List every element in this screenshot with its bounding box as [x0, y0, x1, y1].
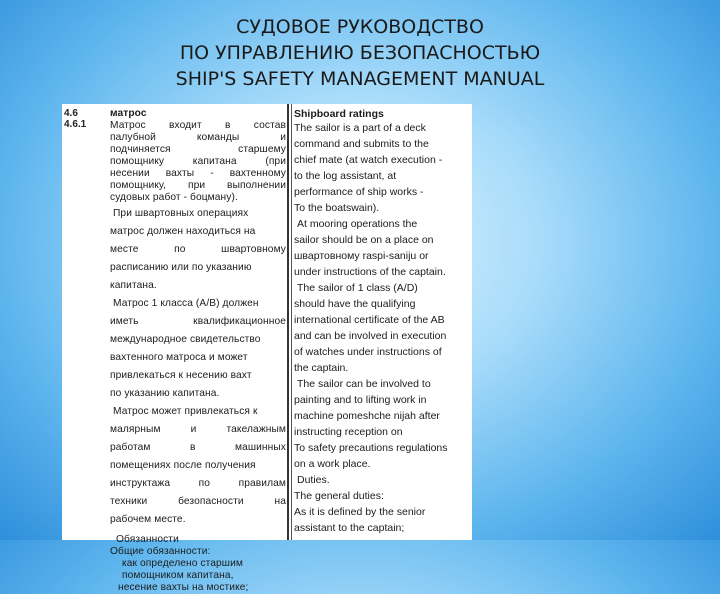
column-divider	[287, 104, 289, 540]
section-numbers	[64, 108, 86, 130]
russian-text-line: вахтенного матроса и может	[110, 352, 248, 363]
russian-text-line: помощником капитана,	[122, 570, 234, 581]
english-text-line: As it is defined by the senior	[294, 506, 426, 518]
english-text-line: sailor should be on a place on	[294, 234, 434, 246]
english-text-line: The sailor can be involved to	[297, 378, 431, 390]
english-text-line: international certificate of the AB	[294, 314, 445, 326]
english-text-line: on a work place.	[294, 458, 371, 470]
english-text-line: швартовному raspi-saniju or	[294, 250, 429, 262]
english-text-line: The sailor of 1 class (A/D)	[297, 282, 418, 294]
english-column	[294, 108, 470, 536]
english-text-line: performance of ship works -	[294, 186, 424, 198]
russian-text-line: капитана.	[110, 280, 157, 291]
russian-text-line: инструктажа по правилам	[110, 478, 286, 489]
title-line-1: СУДОВОЕ РУКОВОДСТВО	[236, 16, 484, 38]
english-text-line: the captain.	[294, 362, 349, 374]
russian-text-line: палубной команды и	[110, 132, 286, 143]
russian-text-line: Матрос 1 класса (А/В) должен	[113, 298, 259, 309]
english-text-line: to the log assistant, at	[294, 170, 397, 182]
section-number: 4.6.1	[64, 119, 87, 130]
russian-text-line: подчиняется старшему	[110, 144, 286, 155]
slide-title	[0, 14, 720, 92]
russian-text-line: судовых работ - боцману).	[110, 192, 238, 203]
english-text-line: instructing reception on	[294, 426, 403, 438]
russian-text-line: Обязанности	[116, 534, 179, 545]
russian-text-line: помощнику капитана (при	[110, 156, 286, 167]
russian-text-line: рабочем месте.	[110, 514, 186, 525]
english-text-line: To safety precautions regulations	[294, 442, 448, 454]
english-text-line: should have the qualifying	[294, 298, 416, 310]
english-text-line: Shipboard ratings	[294, 108, 384, 120]
english-text-line: painting and to lifting work in	[294, 394, 427, 406]
russian-text-line: международное свидетельство	[110, 334, 261, 345]
russian-text-line: несении вахты - вахтенному	[110, 168, 286, 179]
english-text-line: of watches under instructions of	[294, 346, 442, 358]
english-text-line: under instructions of the captain.	[294, 266, 446, 278]
russian-text-line: расписанию или по указанию	[110, 262, 252, 273]
russian-text-line: несение вахты на мостике;	[118, 582, 249, 593]
scanned-document	[62, 104, 472, 593]
russian-column	[110, 108, 286, 594]
title-line-2: ПО УПРАВЛЕНИЮ БЕЗОПАСНОСТЬЮ	[179, 42, 541, 64]
russian-text-line: Матрос может привлекаться к	[113, 406, 258, 417]
russian-text-line: техники безопасности на	[110, 496, 286, 507]
title-line-3: SHIP'S SAFETY MANAGEMENT MANUAL	[175, 68, 545, 90]
russian-text-line: Общие обязанности:	[110, 546, 211, 557]
english-text-line: assistant to the captain;	[294, 522, 405, 534]
english-text-line: command and submits to the	[294, 138, 429, 150]
english-text-line: At mooring operations the	[297, 218, 418, 230]
russian-text-line: по указанию капитана.	[110, 388, 220, 399]
english-text-line: chief mate (at watch execution -	[294, 154, 443, 166]
english-text-line: and can be involved in execution	[294, 330, 447, 342]
russian-text-line: как определено старшим	[122, 558, 243, 569]
russian-text-line: помещениях после получения	[110, 460, 256, 471]
russian-text-line: матрос должен находиться на	[110, 226, 256, 237]
russian-text-line: помощнику, при выполнении	[110, 180, 286, 191]
russian-text-line: иметь квалификационное	[110, 316, 286, 327]
russian-text-line: месте по швартовному	[110, 244, 286, 255]
section-number: 4.6	[64, 108, 78, 119]
russian-text-line: Матрос входит в состав	[110, 120, 286, 131]
russian-text-line: привлекаться к несению вахт	[110, 370, 252, 381]
russian-text-line: малярным и такелажным	[110, 424, 286, 435]
russian-text-line: матрос	[110, 108, 147, 119]
english-text-line: To the boatswain).	[294, 202, 380, 214]
english-text-line: The sailor is a part of a deck	[294, 122, 426, 134]
column-divider	[291, 104, 292, 540]
english-text-line: Duties.	[297, 474, 330, 486]
russian-text-line: При швартовных операциях	[113, 208, 249, 219]
english-text-line: The general duties:	[294, 490, 384, 502]
russian-text-line: работам в машинных	[110, 442, 286, 453]
english-text-line: machine pomeshche nijah after	[294, 410, 440, 422]
